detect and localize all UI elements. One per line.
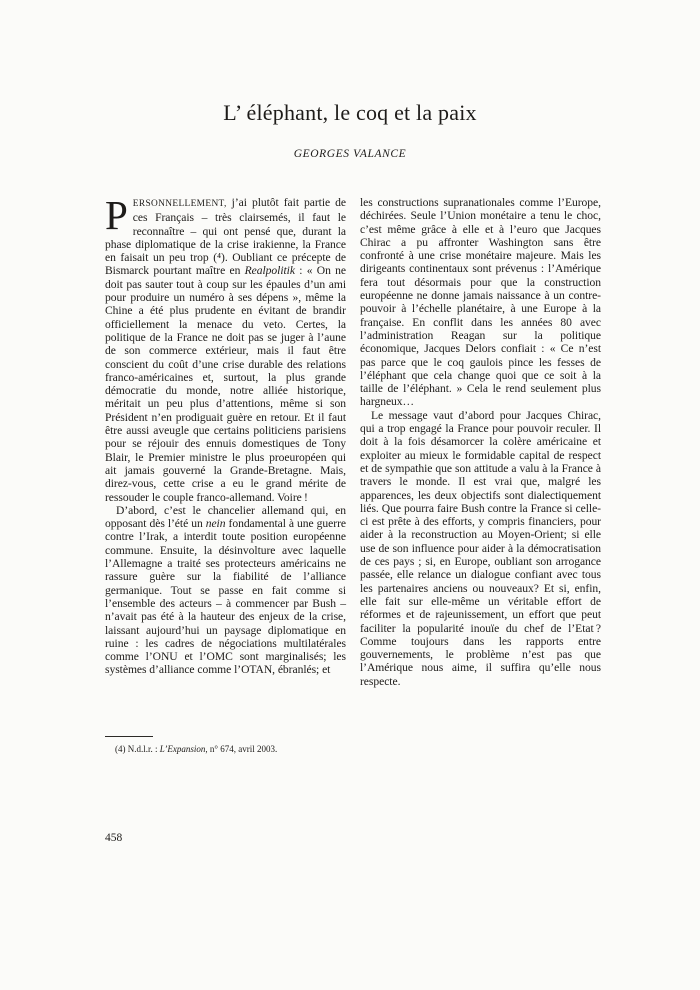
- footnote-rule: [105, 736, 153, 737]
- footnote-text: (4) N.d.l.r. : L’Expansion, n° 674, avril 2003.: [115, 744, 278, 754]
- text-columns: [105, 192, 602, 688]
- footnote-block: [105, 736, 375, 755]
- article-author: GEORGES VALANCE: [293, 148, 407, 160]
- lead-smallcaps: ERSONNELLEMENT,: [132, 199, 227, 209]
- page-number: 458: [105, 832, 123, 844]
- paragraph-1-text: j’ai plutôt fait partie de ces Français – très clairsemés, il faut le reconnaître – qui ont pensé que, durant la phase diplomatique de la crise irakienne, la France en faisait un peu trop (⁴). Oubliant ce précepte de Bismarck pourtant maître en Realpolitik : « On ne doit pas sauter tout à coup sur les épaules d’un ami pour produire un numéro à ses dépens », même la Chine a été plus prudente en évitant de brandir officiellement la menace du veto. Certes, la politique de la France ne doit pas se juger à l’aune de son commerce extérieur, mais il faut être conscient du coût d’une crise durable des relations franco-américaines et, surtout, la plus grande démocratie du monde, notre alliée historique, méritait un peu plus d’attentions, même si son Président n’en prodiguait guère en retour. Et il faut être aussi aveugle que certains politiciens parisiens pour se réjouir des ennuis domestiques de Tony Blair, le Premier ministre le plus proeuropéen qui ait jamais gouverné la Grande-Bretagne. Mais, direz-vous, cette crise a eu le grand mérite de ressouder le couple franco-allemand. Voire !: [105, 196, 346, 504]
- paragraph-2-continued: les constructions supranationales comme l’Europe, déchirées. Seule l’Union monétaire a tenu le choc, c’est même grâce à elle et à l’euro que Jacques Chirac a pu affronter Washington sans être confronté à une crise monétaire majeure. Mais les dirigeants continentaux sont prévenus : l’Amérique fera tout désormais pour que la construction européenne ne donne jamais naissance à un contre-pouvoir à l’échelle planétaire, à une Europe à la française. En conflit dans les années 80 avec l’administration Reagan sur la politique économique, Jacques Delors confiait : « Ce n’est pas parce que le coq gaulois pince les fesses de l’éléphant que cela change quoi que ce soit à la taille de l’éléphant. » Cela le rend seulement plus hargneux…: [360, 196, 601, 409]
- page-title: L’ éléphant, le coq et la paix: [223, 100, 477, 125]
- paragraph-2: D’abord, c’est le chancelier allemand qui, en opposant dès l’été un nein fondamental à une guerre contre l’Irak, a interdit toute position européenne commune. Ensuite, la désinvolture avec laquelle l’Allemagne a traité ses protecteurs américains ne rassure guère sur la fiabilité de l’alliance germanique. Tout se passe en fait comme si l’ensemble des acteurs – à commencer par Bush – n’avait pas été à la hauteur des enjeux de la crise, laissant aujourd’hui un paysage diplomatique en ruine : les cadres de négociations multilatérales comme l’ONU et l’OMC sont marginalisés; les systèmes d’alliance comme l’OTAN, ébranlés; et: [105, 503, 346, 677]
- paragraph-1: [105, 192, 346, 504]
- column-left: [105, 192, 346, 688]
- drop-cap: P: [105, 192, 128, 238]
- column-right: [360, 196, 601, 688]
- paragraph-3: Le message vaut d’abord pour Jacques Chirac, qui a trop engagé la France pour pouvoir reculer. Il doit à la fois désamorcer la colère américaine et exploiter au mieux le formidable capital de respect et de sympathie que son attitude a valu à la France à travers le monde. Il est vrai que, malgré les apparences, les deux objectifs sont dialectiquement liés. Que pourra faire Bush contre la France si celle-ci est prête à des efforts, y compris financiers, pour aider à la reconstruction au Moyen-Orient; si elle use de son influence pour aider à la démocratisation de ces pays ; si, en Europe, oubliant son arrogance passée, elle relance un dialogue confiant avec tous les partenaires anciens ou nouveaux? Et si, enfin, elle fait sur elle-même un véritable effort de réformes et de rajeunissement, un effort que peut faciliter la popularité inouïe du chef de l’Etat ? Comme toujours dans les rapports entre gouvernements, le problème n’est pas que l’Amérique nous aime, il suffira qu’elle nous respecte.: [360, 408, 601, 688]
